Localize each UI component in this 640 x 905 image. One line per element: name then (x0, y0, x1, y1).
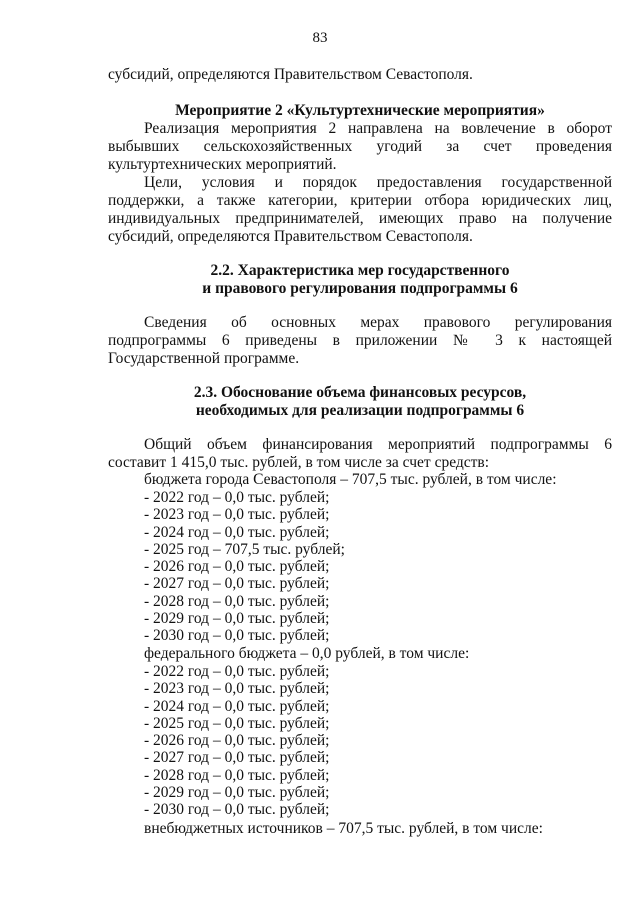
section-a-p1-line1: Реализация мероприятия 2 направлена на вовлечение в оборот (144, 120, 612, 137)
section-23-title-line2: необходимых для реализации подпрограммы 6 (195, 402, 525, 419)
city-year-2026: - 2026 год – 0,0 тыс. рублей; (144, 558, 330, 576)
city-year-2023: - 2023 год – 0,0 тыс. рублей; (144, 506, 330, 524)
federal-budget-line: федерального бюджета – 0,0 рублей, в том числе: (144, 645, 470, 662)
extra-budget-line: внебюджетных источников – 707,5 тыс. рублей, в том числе: (144, 820, 543, 837)
city-year-2028: - 2028 год – 0,0 тыс. рублей; (144, 592, 330, 610)
city-budget-line: бюджета города Севастополя – 707,5 тыс. рублей, в том числе: (144, 471, 557, 488)
section-a-p2-line4: субсидий, определяются Правительством Севастополя. (108, 228, 473, 245)
section-23-title-line1: 2.3. Обоснование объема финансовых ресурсов, (193, 384, 527, 401)
page-number: 83 (312, 30, 328, 46)
federal-year-2026: - 2026 год – 0,0 тыс. рублей; (144, 732, 330, 750)
section-a-p2-line1: Цели, условия и порядок предоставления государственной (144, 174, 612, 191)
top-line: субсидий, определяются Правительством Севастополя. (108, 66, 473, 83)
federal-year-2024: - 2024 год – 0,0 тыс. рублей; (144, 697, 330, 715)
federal-budget-years-list (144, 663, 604, 819)
city-year-2027: - 2027 год – 0,0 тыс. рублей; (144, 575, 330, 593)
section-23-p-line1: Общий объем финансирования мероприятий подпрограммы 6 (144, 436, 612, 453)
section-22-title-line2: и правового регулирования подпрограммы 6 (202, 280, 518, 297)
federal-year-2027: - 2027 год – 0,0 тыс. рублей; (144, 749, 330, 767)
city-year-2029: - 2029 год – 0,0 тыс. рублей; (144, 610, 330, 628)
federal-year-2029: - 2029 год – 0,0 тыс. рублей; (144, 784, 330, 802)
section-23-p-line2: составит 1 415,0 тыс. рублей, в том числе за счет средств: (108, 454, 490, 471)
federal-year-2022: - 2022 год – 0,0 тыс. рублей; (144, 663, 330, 680)
city-year-2022: - 2022 год – 0,0 тыс. рублей; (144, 489, 330, 506)
federal-year-2025: - 2025 год – 0,0 тыс. рублей; (144, 714, 330, 732)
section-a-p1-line3: культуртехнических мероприятий. (108, 156, 337, 173)
federal-year-2030: - 2030 год – 0,0 тыс. рублей; (144, 801, 330, 819)
city-year-2025: - 2025 год – 707,5 тыс. рублей; (144, 540, 345, 558)
section-22-p-line3: Государственной программе. (108, 350, 300, 367)
city-year-2024: - 2024 год – 0,0 тыс. рублей; (144, 523, 330, 541)
federal-year-2028: - 2028 год – 0,0 тыс. рублей; (144, 766, 330, 784)
city-year-2030: - 2030 год – 0,0 тыс. рублей; (144, 627, 330, 645)
section-a-p2-line3: индивидуальных предпринимателей, имеющих право на получение (108, 210, 612, 227)
section-22-p-line2: подпрограммы 6 приведены в приложении № 3 к настоящей (108, 332, 612, 349)
federal-year-2023: - 2023 год – 0,0 тыс. рублей; (144, 680, 330, 698)
section-a-p2-line2: поддержки, а также категории, критерии отбора юридических лиц, (108, 192, 612, 209)
city-budget-years-list (144, 489, 604, 645)
section-22-p-line1: Сведения об основных мерах правового регулирования (144, 314, 612, 331)
section-a-p1-line2: выбывших сельскохозяйственных угодий за счет проведения (108, 138, 612, 155)
section-a-title: Мероприятие 2 «Культуртехнические мероприятия» (175, 102, 545, 119)
section-22-title-line1: 2.2. Характеристика мер государственного (210, 262, 510, 279)
